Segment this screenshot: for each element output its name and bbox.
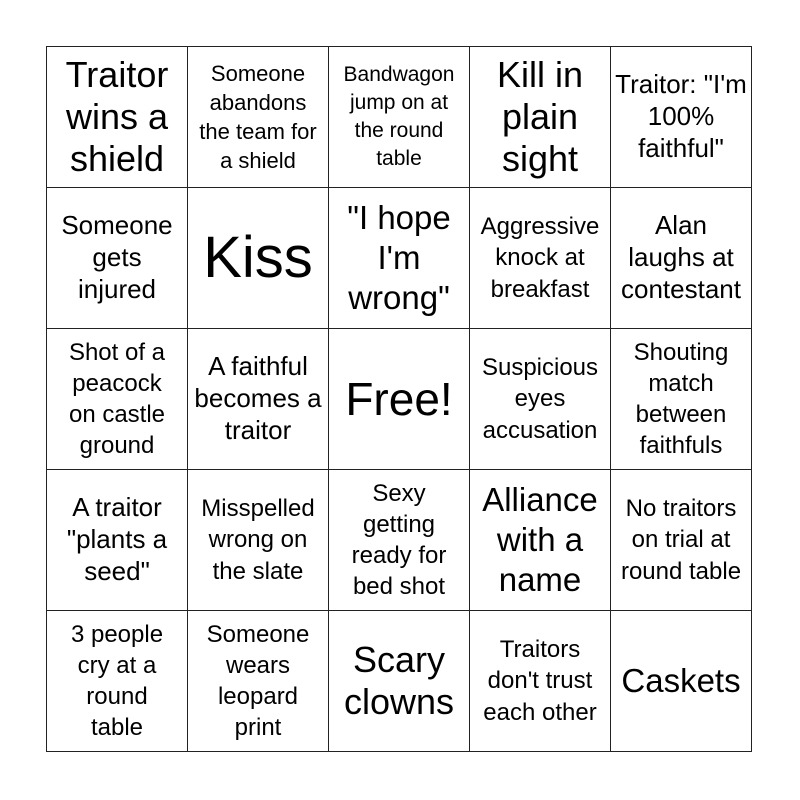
bingo-cell-b4[interactable] [47, 470, 188, 611]
cell-text: Alliance with a name [482, 480, 598, 599]
cell-text: Someone wears leopard print [206, 620, 310, 742]
cell-text: Scary clowns [343, 638, 455, 722]
cell-text: Someone gets injured [61, 210, 173, 304]
bingo-cell-g5[interactable] [470, 611, 611, 752]
cell-text: Free! [345, 372, 453, 425]
cell-text: A traitor "plants a seed" [66, 492, 168, 586]
cell-text: Misspelled wrong on the slate [201, 495, 315, 585]
bingo-cell-o3[interactable] [611, 329, 752, 470]
cell-text: Alan laughs at contestant [621, 210, 741, 304]
cell-text: Shouting match between faithfuls [633, 338, 729, 460]
cell-text: Traitor: "I'm 100% faithful" [615, 69, 747, 163]
bingo-cell-g3[interactable] [470, 329, 611, 470]
cell-text: No traitors on trial at round table [620, 495, 742, 585]
cell-text: A faithful becomes a traitor [194, 351, 322, 445]
bingo-cell-o2[interactable] [611, 188, 752, 329]
cell-text: Kill in plain sight [496, 53, 584, 180]
cell-text: Shot of a peacock on castle ground [68, 338, 166, 460]
bingo-cell-b2[interactable] [47, 188, 188, 329]
cell-text: Aggressive knock at breakfast [480, 213, 600, 303]
cell-text: Kiss [203, 225, 313, 291]
bingo-cell-o1[interactable] [611, 47, 752, 188]
bingo-cell-g4[interactable] [470, 470, 611, 611]
bingo-cell-n4[interactable] [329, 470, 470, 611]
cell-text: Someone abandons the team for a shield [199, 60, 317, 174]
bingo-cell-b1[interactable] [47, 47, 188, 188]
cell-text: Caskets [621, 661, 741, 699]
cell-text: "I hope I'm wrong" [347, 198, 451, 317]
bingo-cell-i1[interactable] [188, 47, 329, 188]
bingo-cell-i5[interactable] [188, 611, 329, 752]
cell-text: Traitor wins a shield [65, 53, 169, 180]
bingo-cell-n2[interactable] [329, 188, 470, 329]
bingo-cell-i3[interactable] [188, 329, 329, 470]
bingo-cell-g1[interactable] [470, 47, 611, 188]
cell-text: Traitors don't trust each other [483, 636, 597, 726]
bingo-board [46, 46, 752, 752]
bingo-cell-o5[interactable] [611, 611, 752, 752]
bingo-cell-i4[interactable] [188, 470, 329, 611]
bingo-cell-n5[interactable] [329, 611, 470, 752]
cell-text: 3 people cry at a round table [70, 620, 164, 742]
cell-text: Sexy getting ready for bed shot [351, 479, 447, 601]
bingo-cell-i2[interactable] [188, 188, 329, 329]
bingo-cell-g2[interactable] [470, 188, 611, 329]
bingo-cell-b5[interactable] [47, 611, 188, 752]
bingo-cell-o4[interactable] [611, 470, 752, 611]
cell-text: Suspicious eyes accusation [481, 354, 599, 444]
cell-text: Bandwagon jump on at the round table [343, 63, 455, 170]
bingo-cell-n1[interactable] [329, 47, 470, 188]
bingo-cell-b3[interactable] [47, 329, 188, 470]
bingo-cell-n3[interactable] [329, 329, 470, 470]
